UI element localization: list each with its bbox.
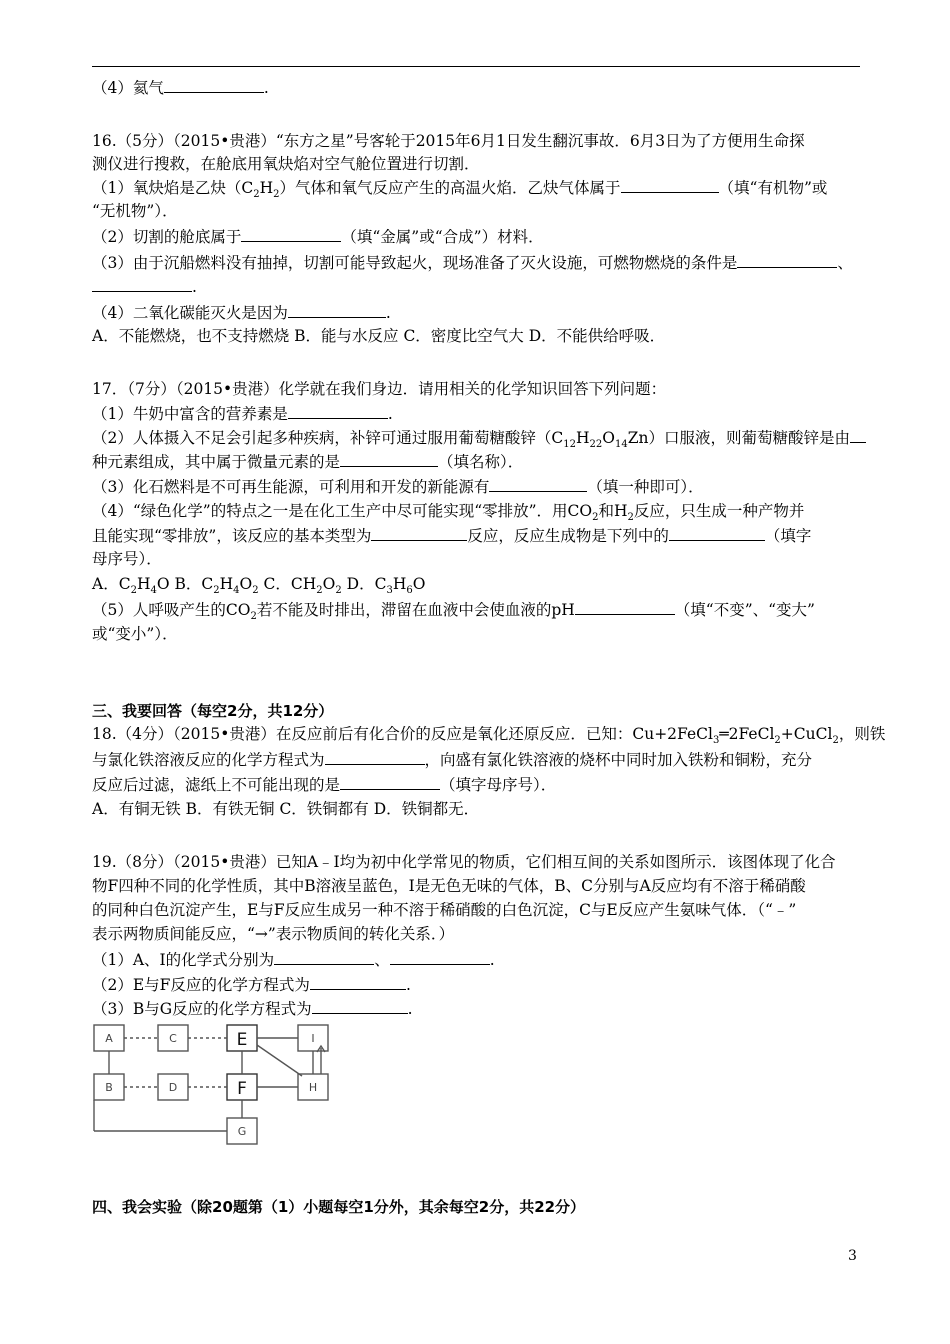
q17-options: A．$C_2H_4O$ B．$C_2H_4O_2$ C．$CH_2O_2$ D．$C_3H_6O$ xyxy=(92,575,426,597)
diagram-label-g: G xyxy=(237,1125,247,1138)
q19-line6: （2）E与F反应的化学方程式为 . xyxy=(92,976,411,994)
diagram-label-i: I xyxy=(311,1032,315,1045)
answer-blank[interactable] xyxy=(371,525,467,541)
q16-line7: . xyxy=(92,276,862,297)
diagram-label-a: A xyxy=(105,1032,113,1045)
q17-line4: 种元素组成，其中属于微量元素的是 （填名称）． xyxy=(92,453,524,471)
q19-line3: 的同种白色沉淀产生，E与F反应生成另一种不溶于稀硝酸的白色沉淀，C与E反应产生氨味气体．（“﹣” xyxy=(92,901,797,919)
q18-line3: 反应后过滤，滤纸上不可能出现的是 （填字母序号）． xyxy=(92,776,557,794)
q16-line5: （2）切割的舱底属于 （填“金属”或“合成”）材料． xyxy=(92,228,544,246)
q18-line2: 与氯化铁溶液反应的化学方程式为 ，向盛有氯化铁溶液的烧杯中同时加入铁粉和铜粉，充分 xyxy=(92,751,813,769)
q17-line10: （5）人呼吸产生的$CO_2$若不能及时排出，滞留在血液中会使血液的pH （填“不变”、“变大” xyxy=(92,601,815,623)
q17-line5: （3）化石燃料是不可再生能源，可利用和开发的新能源有 （填一种即可）． xyxy=(92,478,704,496)
answer-blank[interactable] xyxy=(164,77,264,93)
q17-line11: 或“变小”）． xyxy=(92,625,178,643)
q19-line7: （3）B与G反应的化学方程式为 . xyxy=(92,1000,413,1018)
q17-line1: 17．（7分）（2015•贵港）化学就在我们身边．请用相关的化学知识回答下列问题： xyxy=(92,380,667,398)
answer-blank[interactable] xyxy=(340,451,438,467)
header-rule xyxy=(92,66,860,67)
q19-relationship-diagram xyxy=(88,1020,348,1150)
answer-blank[interactable] xyxy=(312,998,408,1014)
q18-options: A．有铜无铁 B．有铁无铜 C．铁铜都有 D．铁铜都无． xyxy=(92,800,480,818)
diagram-label-e: E xyxy=(236,1030,248,1050)
answer-blank[interactable] xyxy=(850,427,866,443)
diagram-label-h: H xyxy=(308,1081,318,1094)
q17-line7: 且能实现“零排放”，该反应的基本类型为 反应，反应生成物是下列中的 （填字 xyxy=(92,527,812,545)
answer-blank[interactable] xyxy=(669,525,765,541)
answer-blank[interactable] xyxy=(575,599,675,615)
diagram-label-b: B xyxy=(105,1081,113,1094)
section-3-heading: 三、我要回答（每空2分，共12分） xyxy=(92,702,334,720)
q18-line1: 18.（4分）（2015•贵港）在反应前后有化合价的反应是氧化还原反应．已知：Cu+2FeCl$_3$═2FeCl$_2$+CuCl$_2$，则铁 xyxy=(92,725,886,747)
diagram-label-c: C xyxy=(169,1032,177,1045)
answer-blank[interactable] xyxy=(288,403,388,419)
answer-blank[interactable] xyxy=(390,949,490,965)
q16-line2: 测仪进行搜救，在舱底用氧炔焰对空气舱位置进行切割． xyxy=(92,155,480,173)
q17-line2: （1）牛奶中富含的营养素是 . xyxy=(92,405,393,423)
answer-blank[interactable] xyxy=(274,949,374,965)
q19-line1: 19.（8分）（2015•贵港）已知A﹣I均为初中化学常见的物质，它们相互间的关系如图所示．该图体现了化合 xyxy=(92,853,836,871)
q16-line3: （1）氧炔焰是乙炔$(C_2H_2)$气体和氧气反应产生的高温火焰．乙炔气体属于 （填“有机物”或 xyxy=(92,179,828,201)
answer-blank[interactable] xyxy=(621,177,719,193)
q17-line6: （4）“绿色化学”的特点之一是在化工生产中尽可能实现“零排放”．用$CO_2$和$H_2$反应，只生成一种产物并 xyxy=(92,502,805,524)
q17-line3: （2）人体摄入不足会引起多种疾病，补锌可通过服用葡萄糖酸锌$(C_{12}H_{22}O_{14}Zn)$口服液，则葡萄糖酸锌是由 xyxy=(92,427,862,448)
q15-part4: （4）氦气 . xyxy=(92,79,269,97)
answer-blank[interactable] xyxy=(310,974,406,990)
page-number: 3 xyxy=(848,1248,857,1264)
q16-options: A．不能燃烧，也不支持燃烧 B．能与水反应 C．密度比空气大 D．不能供给呼吸． xyxy=(92,327,666,345)
section-4-heading: 四、我会实验（除20题第（1）小题每空1分外，其余每空2分，共22分） xyxy=(92,1198,586,1216)
q16-line6: （3）由于沉船燃料没有抽掉，切割可能导致起火，现场准备了灭火设施，可燃物燃烧的条件是 、 xyxy=(92,254,853,272)
q17-line8: 母序号）． xyxy=(92,550,162,568)
q16-line1: 16.（5分）（2015•贵港）“东方之星”号客轮于2015年6月1日发生翻沉事故．6月3日为了方便用生命探 xyxy=(92,132,805,150)
answer-blank[interactable] xyxy=(325,749,425,765)
q16-line4: “无机物”）． xyxy=(92,202,178,220)
diagram-label-d: D xyxy=(168,1081,178,1094)
q19-line4: 表示两物质间能反应，“→”表示物质间的转化关系．） xyxy=(92,925,455,943)
q19-line5: （1）A、I的化学式分别为 、 . xyxy=(92,951,495,969)
answer-blank[interactable] xyxy=(92,276,192,292)
q16-line8: （4）二氧化碳能灭火是因为 . xyxy=(92,304,391,322)
answer-blank[interactable] xyxy=(241,226,341,242)
answer-blank[interactable] xyxy=(340,774,440,790)
answer-blank[interactable] xyxy=(737,252,837,268)
answer-blank[interactable] xyxy=(288,302,386,318)
answer-blank[interactable] xyxy=(489,476,587,492)
q19-line2: 物F四种不同的化学性质，其中B溶液呈蓝色，I是无色无味的气体，B、C分别与A反应均有不溶于稀硝酸 xyxy=(92,877,806,895)
diagram-label-f: F xyxy=(237,1079,247,1099)
